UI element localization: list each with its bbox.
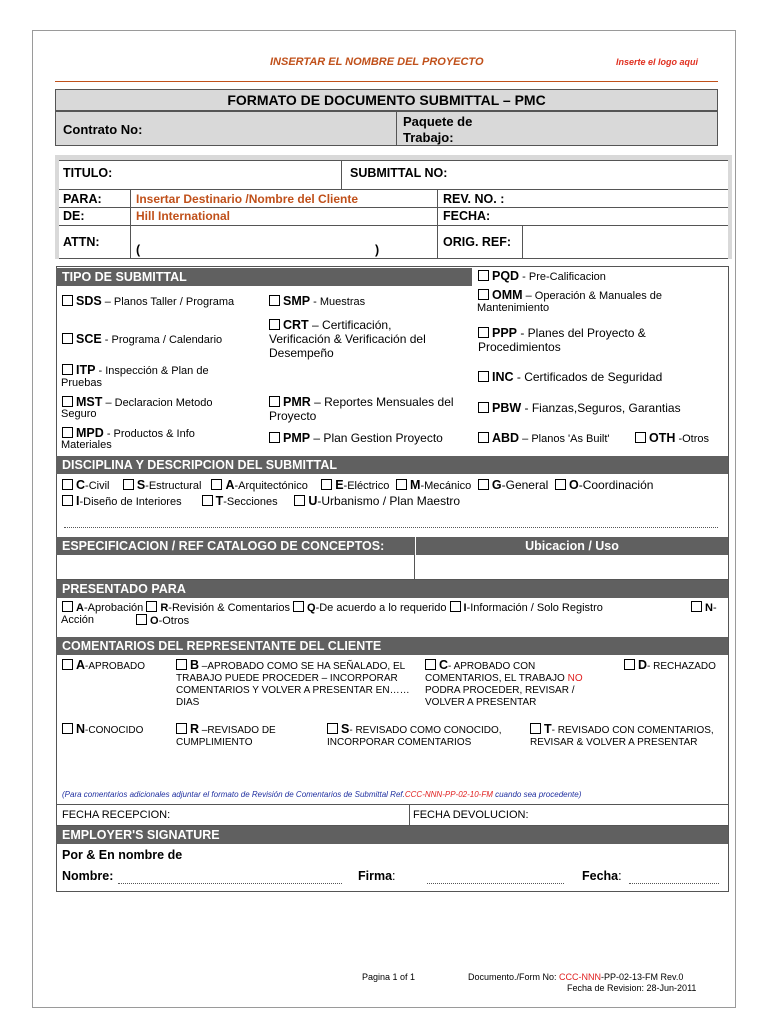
presentado-heading: PRESENTADO PARA <box>56 580 728 598</box>
disc-o[interactable]: O-Coordinación <box>555 478 653 492</box>
inc-checkbox[interactable] <box>478 371 489 382</box>
disc-m[interactable]: M-Mecánico <box>396 478 471 492</box>
firma-field[interactable] <box>427 883 564 884</box>
disc-a-checkbox[interactable] <box>211 479 222 490</box>
itp-desc-2: Pruebas <box>61 377 102 389</box>
pres-q[interactable]: Q-De acuerdo a lo requerido <box>293 602 446 614</box>
pres-r-checkbox[interactable] <box>146 601 157 612</box>
info-line-2 <box>55 189 732 190</box>
disc-g-checkbox[interactable] <box>478 479 489 490</box>
info-vline-2 <box>437 189 438 259</box>
tipo-mpd[interactable]: MPD - Productos & Info <box>62 427 195 441</box>
paquete-label-2: Trabajo: <box>403 130 454 145</box>
disc-o-checkbox[interactable] <box>555 479 566 490</box>
comentarios-heading: COMENTARIOS DEL REPRESENTANTE DEL CLIENTE <box>56 637 728 655</box>
comentarios-note: (Para comentarios adicionales adjuntar el formato de Revisión de Comentarios de Submittal Ref.CCC-NNN-PP-02-10-FM cuando sea procedente) <box>62 790 582 799</box>
com-b-checkbox[interactable] <box>176 659 187 670</box>
firma-label: Firma: <box>358 869 396 883</box>
fecha-recepcion-label: FECHA RECEPCION: <box>62 809 171 821</box>
especificacion-heading: ESPECIFICACION / REF CATALOGO DE CONCEPTOS: <box>56 537 728 555</box>
omm-checkbox[interactable] <box>478 289 489 300</box>
com-s[interactable]: S- REVISADO COMO CONOCIDO, INCORPORAR COMENTARIOS <box>327 722 502 748</box>
disc-t-checkbox[interactable] <box>202 495 213 506</box>
ppp-checkbox[interactable] <box>478 327 489 338</box>
mpd-desc-2: Materiales <box>61 439 112 451</box>
fecha-signature-field[interactable] <box>629 883 719 884</box>
fechas-divider <box>409 804 410 825</box>
tipo-heading: TIPO DE SUBMITTAL <box>56 268 472 286</box>
fecha-signature-label: Fecha: <box>582 869 622 883</box>
especificacion-divider <box>414 555 415 579</box>
mpd-checkbox[interactable] <box>62 427 73 438</box>
contract-row <box>55 111 718 146</box>
disc-t[interactable]: T-Secciones <box>202 494 278 508</box>
nombre-label: Nombre: <box>62 869 114 883</box>
pres-i[interactable]: I-Información / Solo Registro <box>450 602 603 614</box>
sce-checkbox[interactable] <box>62 333 73 344</box>
info-left-band <box>55 155 59 259</box>
project-name-placeholder: INSERTAR EL NOMBRE DEL PROYECTO <box>270 56 484 68</box>
titulo-label: TITULO: <box>63 166 113 180</box>
mst-desc-2: Seguro <box>61 408 97 420</box>
pres-r[interactable]: R-Revisión & Comentarios <box>146 602 290 614</box>
info-line-3 <box>55 207 732 208</box>
com-n[interactable]: N-CONOCIDO <box>62 723 143 737</box>
com-n-checkbox[interactable] <box>62 723 73 734</box>
disc-s-checkbox[interactable] <box>123 479 134 490</box>
pmr-checkbox[interactable] <box>269 396 280 407</box>
info-right-band <box>728 155 732 259</box>
com-a[interactable]: A-APROBADO <box>62 659 145 673</box>
presentado-row <box>62 601 603 614</box>
tipo-ppp[interactable]: PPP - Planes del Proyecto & Procedimientos <box>478 326 646 354</box>
info-vline-4 <box>522 225 523 259</box>
disc-g[interactable]: G-General <box>478 478 548 492</box>
com-a-checkbox[interactable] <box>62 659 73 670</box>
tipo-inc[interactable]: INC - Certificados de Seguridad <box>478 371 662 384</box>
tipo-omm[interactable]: OMM – Operación & Manuales de <box>478 289 662 303</box>
por-nombre-label: Por & En nombre de <box>62 848 183 862</box>
disc-e-checkbox[interactable] <box>321 479 332 490</box>
crt-checkbox[interactable] <box>269 319 280 330</box>
contract-divider <box>396 111 397 146</box>
disc-s[interactable]: S-Estructural <box>123 478 202 492</box>
tipo-sce[interactable]: SCE - Programa / Calendario <box>62 333 222 347</box>
fechas-top-line <box>56 804 729 805</box>
disc-u[interactable]: U-Urbanismo / Plan Maestro <box>294 494 460 508</box>
disc-u-checkbox[interactable] <box>294 495 305 506</box>
tipo-oth[interactable]: OTH -Otros <box>635 432 709 446</box>
com-d-checkbox[interactable] <box>624 659 635 670</box>
oth-checkbox[interactable] <box>635 432 646 443</box>
revision-date: Fecha de Revision: 28-Jun-2011 <box>567 983 697 993</box>
disc-c-checkbox[interactable] <box>62 479 73 490</box>
para-label: PARA: <box>63 192 102 206</box>
logo-placeholder: Inserte el logo aqui <box>616 57 699 67</box>
pres-n-desc-2: Acción <box>61 614 95 626</box>
disc-c[interactable]: C-Civil <box>62 478 109 492</box>
form-title: FORMATO DE DOCUMENTO SUBMITTAL – PMC <box>55 89 718 111</box>
omm-desc-2: Mantenimiento <box>477 302 550 314</box>
attn-label: ATTN: <box>63 235 100 249</box>
tipo-pbw[interactable]: PBW - Fianzas,Seguros, Garantias <box>478 402 681 415</box>
info-vline-1 <box>341 160 342 189</box>
tipo-pqd[interactable]: PQD - Pre-Calificacion <box>478 270 606 284</box>
info-vline-3 <box>130 189 131 259</box>
pres-q-checkbox[interactable] <box>293 601 304 612</box>
para-value: Insertar Destinario /Nombre del Cliente <box>136 192 359 206</box>
contrato-label: Contrato No: <box>63 122 143 137</box>
com-d[interactable]: D- RECHAZADO <box>624 659 716 673</box>
header-divider <box>55 81 718 82</box>
com-c[interactable]: C- APROBADO CON COMENTARIOS, EL TRABAJO NO PODRA PROCEDER, REVISAR / VOLVER A PRESENTAR <box>425 658 583 708</box>
mst-checkbox[interactable] <box>62 396 73 407</box>
tipo-crt[interactable]: CRT – Certificación, Verificación & Verificación del Desempeño <box>269 318 426 360</box>
pmp-checkbox[interactable] <box>269 432 280 443</box>
com-t[interactable]: T- REVISADO CON COMENTARIOS, REVISAR & VOLVER A PRESENTAR <box>530 722 714 748</box>
com-r-checkbox[interactable] <box>176 723 187 734</box>
pres-n-checkbox[interactable] <box>691 601 702 612</box>
orig-ref-label: ORIG. REF: <box>443 235 512 249</box>
pqd-checkbox[interactable] <box>478 270 489 281</box>
com-r[interactable]: R –REVISADO DE CUMPLIMIENTO <box>176 722 276 748</box>
pres-o[interactable]: O-Otros <box>136 614 189 627</box>
com-c-checkbox[interactable] <box>425 659 436 670</box>
pres-a[interactable]: A-Aprobación <box>62 602 143 614</box>
tipo-sds[interactable]: SDS – Planos Taller / Programa <box>62 295 234 309</box>
de-value: Hill International <box>136 209 231 223</box>
disc-i[interactable]: I-Diseño de Interiores <box>62 494 182 508</box>
disciplina-row-2 <box>62 495 460 509</box>
disc-e[interactable]: E-Eléctrico <box>321 478 389 492</box>
tipo-pmp[interactable]: PMP – Plan Gestion Proyecto <box>269 432 443 445</box>
pres-i-checkbox[interactable] <box>450 601 461 612</box>
disciplina-description-line[interactable] <box>64 527 718 528</box>
pres-a-checkbox[interactable] <box>62 601 73 612</box>
pbw-checkbox[interactable] <box>478 402 489 413</box>
paquete-label-1: Paquete de <box>403 114 473 129</box>
page-number: Pagina 1 of 1 <box>362 972 416 982</box>
info-line-4 <box>55 225 732 226</box>
attn-open-paren: ( <box>136 243 141 257</box>
disc-a[interactable]: A-Arquitectónico <box>211 478 307 492</box>
submittal-no-label: SUBMITTAL NO: <box>350 166 448 180</box>
signature-heading: EMPLOYER'S SIGNATURE <box>56 826 728 844</box>
tipo-abd[interactable]: ABD – Planos 'As Built' <box>478 432 610 446</box>
tipo-itp[interactable]: ITP - Inspección & Plan de <box>62 364 209 378</box>
pres-o-checkbox[interactable] <box>136 614 147 625</box>
tipo-pmr[interactable]: PMR – Reportes Mensuales del Proyecto <box>269 395 454 423</box>
com-s-checkbox[interactable] <box>327 723 338 734</box>
fecha-label: FECHA: <box>443 209 491 223</box>
disc-m-checkbox[interactable] <box>396 479 407 490</box>
itp-checkbox[interactable] <box>62 364 73 375</box>
info-line-1 <box>55 160 732 161</box>
tipo-mst[interactable]: MST – Declaracion Metodo <box>62 396 212 410</box>
tipo-smp[interactable]: SMP - Muestras <box>269 295 365 309</box>
nombre-field[interactable] <box>118 883 342 884</box>
rev-no-label: REV. NO. : <box>443 192 505 206</box>
abd-checkbox[interactable] <box>478 432 489 443</box>
com-t-checkbox[interactable] <box>530 723 541 734</box>
disc-i-checkbox[interactable] <box>62 495 73 506</box>
fecha-devolucion-label: FECHA DEVOLUCION: <box>413 809 529 821</box>
disciplina-row-1 <box>62 479 653 493</box>
pres-n[interactable]: N- <box>691 601 717 614</box>
sds-checkbox[interactable] <box>62 295 73 306</box>
de-label: DE: <box>63 209 85 223</box>
smp-checkbox[interactable] <box>269 295 280 306</box>
attn-close-paren: ) <box>375 243 380 257</box>
form-number: Documento./Form No: CCC-NNN-PP-02-13-FM Rev.0 <box>468 972 684 982</box>
disciplina-heading: DISCIPLINA Y DESCRIPCION DEL SUBMITTAL <box>56 456 728 474</box>
com-b[interactable]: B –APROBADO COMO SE HA SEÑALADO, EL TRABAJO PUEDE PROCEDER – INCORPORAR COMENTARIOS Y VOLVER A PRESENTAR EN…… DIAS <box>176 658 410 708</box>
ubicacion-heading: Ubicacion / Uso <box>415 537 728 555</box>
